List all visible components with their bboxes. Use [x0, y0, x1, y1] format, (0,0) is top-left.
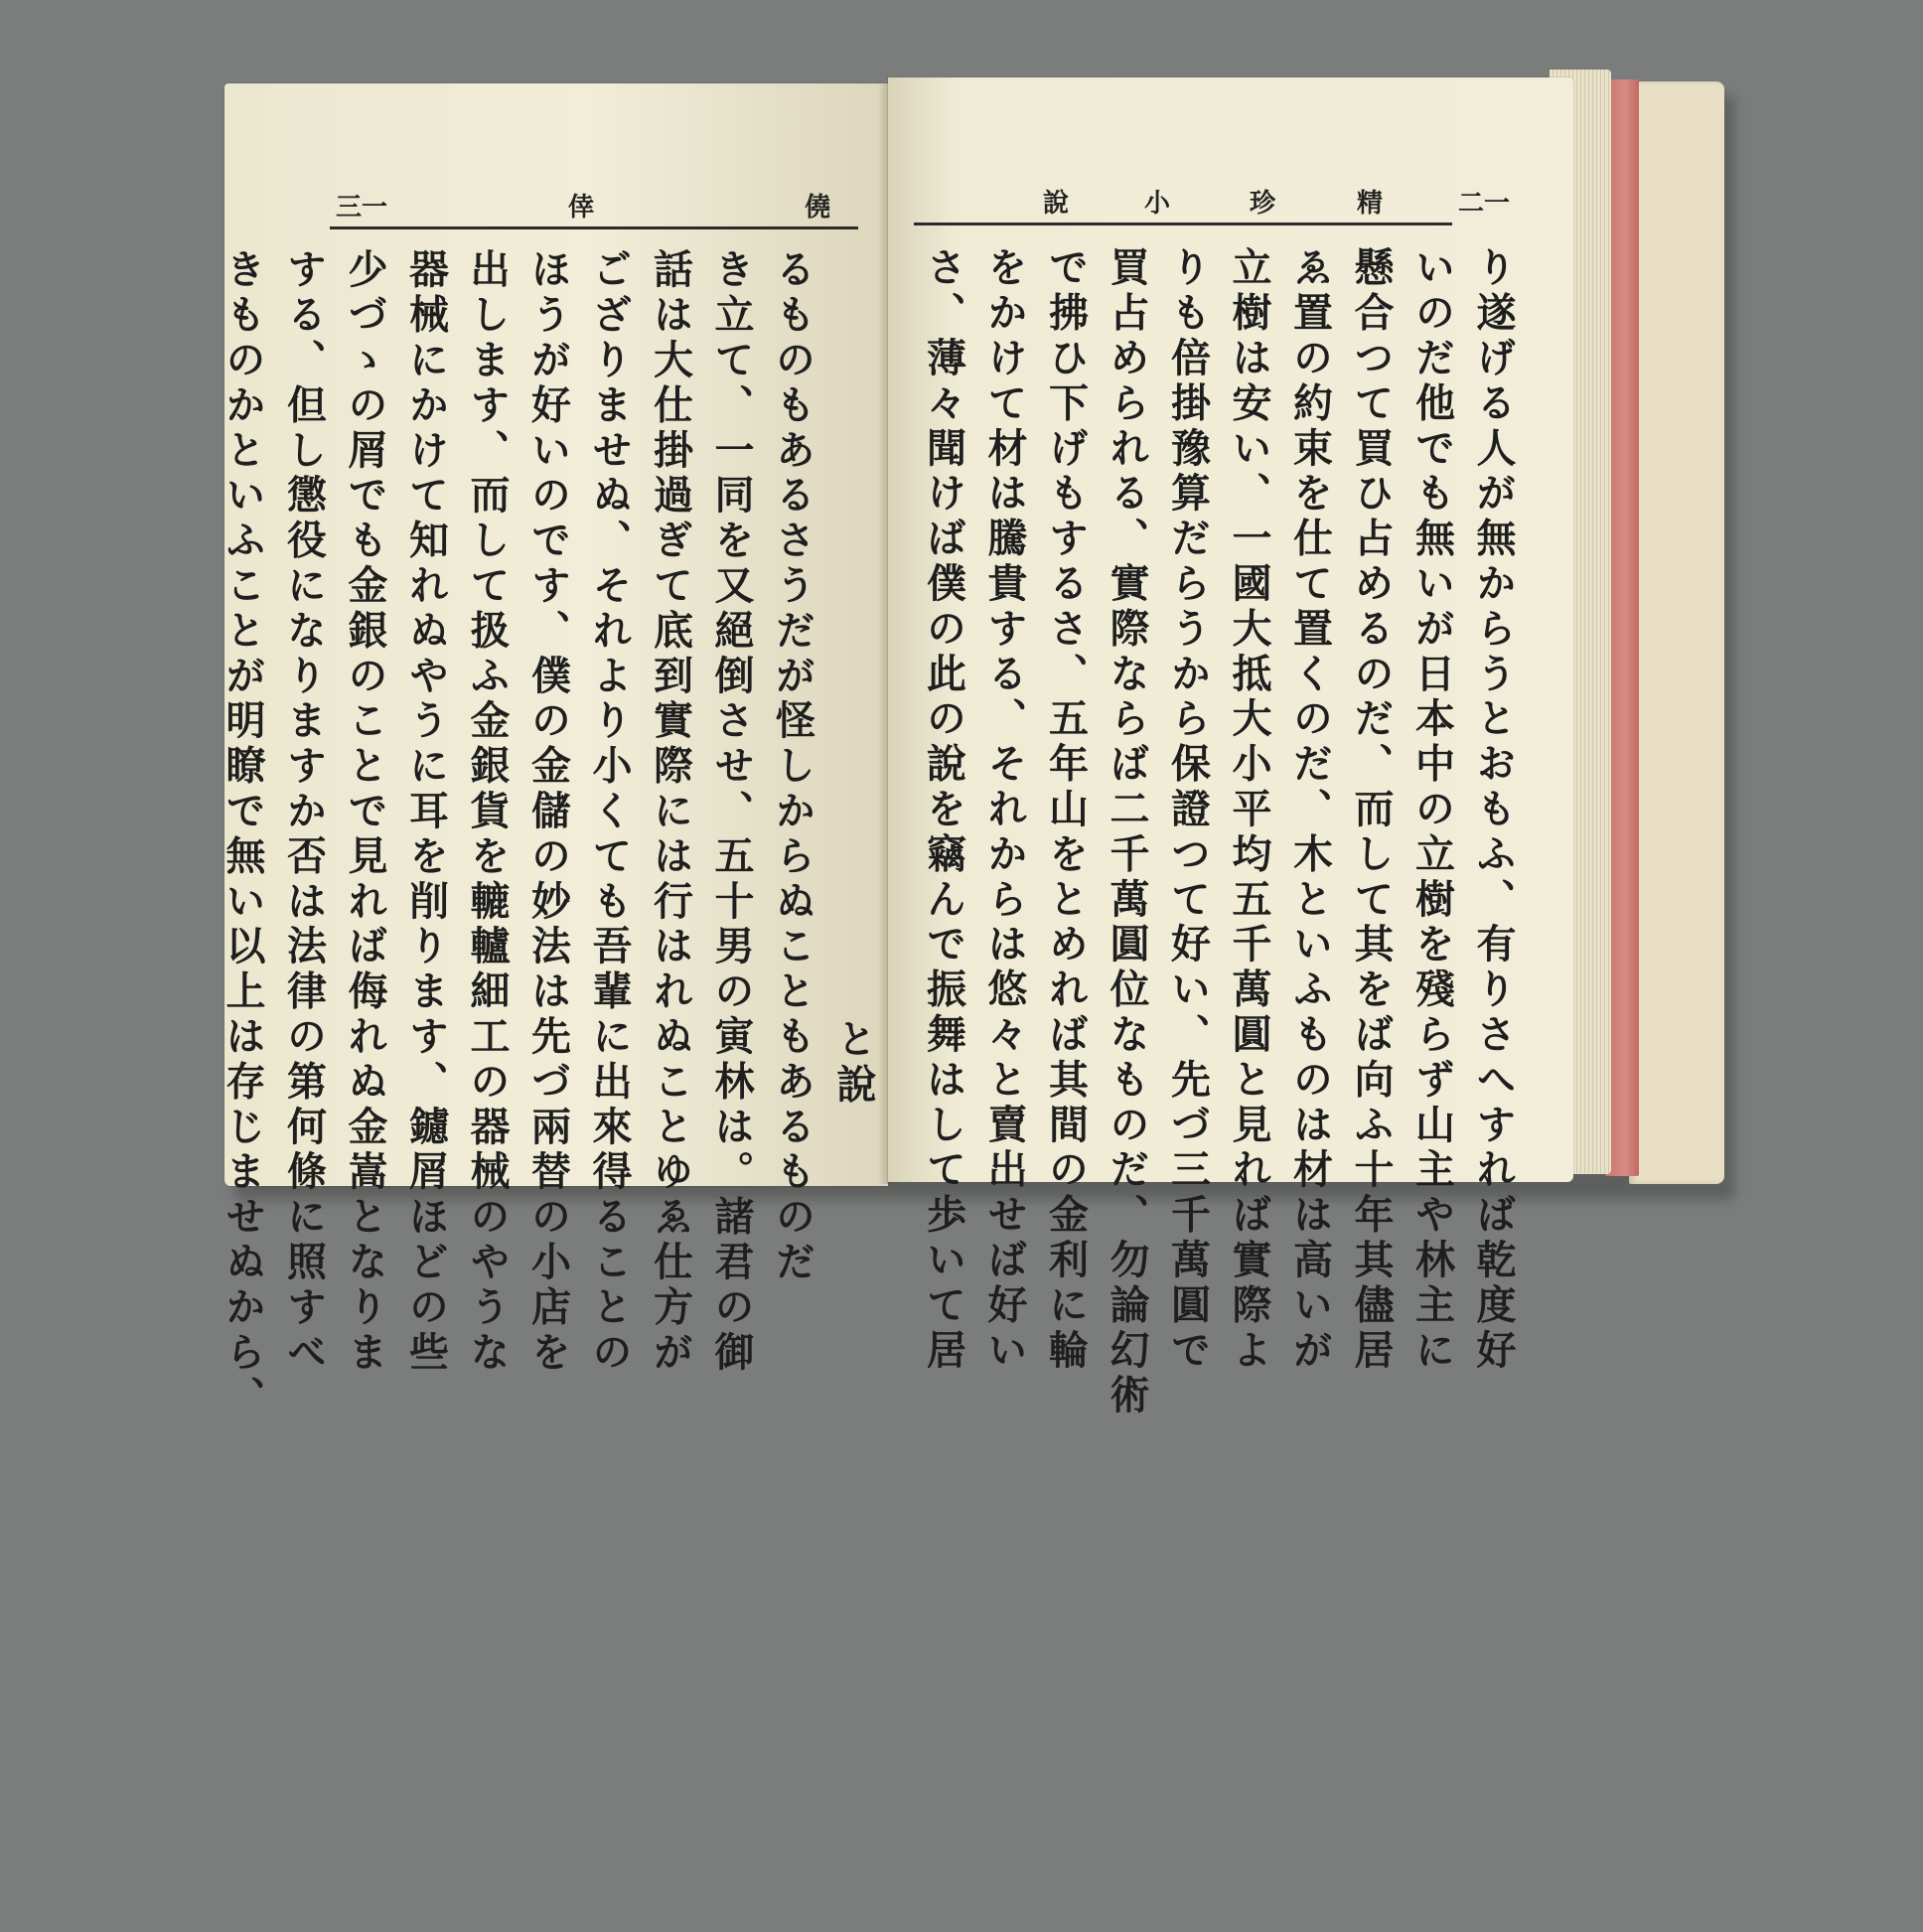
left-column: ござりませぬ、それより小くても吾輩に出來得ることの: [586, 248, 633, 1376]
right-column: ゑ置の約束を仕て置くのだ、木といふものは材は高いが: [1286, 246, 1334, 1374]
right-column: で拂ひ下げもするさ、五年山をとめれば其間の金利に輪: [1042, 246, 1090, 1374]
left-column: する、但し懲役になりますか否は法律の第何條に照すべ: [280, 248, 328, 1376]
right-column: いのだ他でも無いが日本中の立樹を殘らず山主や林主に: [1408, 246, 1456, 1374]
right-column: 立樹は安い、一國大抵大小平均五千萬圓と見れば實際よ: [1226, 246, 1272, 1374]
right-head-rule: [914, 223, 1452, 225]
right-head-char-2: 小: [1144, 189, 1171, 219]
left-column: るものもあるさうだが怪しからぬこともあるものだ: [769, 248, 816, 1286]
left-page: [220, 83, 888, 1421]
left-body-text: [220, 248, 884, 1421]
right-head-char-1: 說: [1043, 189, 1070, 219]
right-column: りも倍掛豫算だらうから保證つて好い、先づ三千萬圓で: [1164, 246, 1212, 1374]
left-column: ほうが好いのです、僕の金儲の妙法は先づ兩替の小店を: [524, 248, 572, 1376]
right-head-char-3: 珍: [1250, 189, 1276, 219]
left-column: きものかといふことが明瞭で無い以上は存じませぬから、: [220, 248, 266, 1421]
right-head-char-4: 精: [1357, 189, 1384, 219]
left-page-number: 三一: [336, 193, 388, 223]
back-cover: [1629, 81, 1724, 1184]
right-page-number: 二一: [1458, 189, 1511, 219]
left-column: 話は大仕掛過ぎて底到實際には行はれぬことゆゑ仕方が: [647, 248, 694, 1376]
right-column: をかけて材は騰貴する、それからは悠々と賣出せば好い: [981, 246, 1028, 1374]
left-head-char-1: 倖: [568, 193, 595, 223]
right-column: り遂げる人が無からうとおもふ、有りさへすれば乾度好: [1470, 246, 1517, 1374]
right-running-head: [1043, 183, 1559, 223]
right-body-text: [908, 246, 1524, 1419]
right-column: 懸合つて買ひ占めるのだ、而して其をば向ふ十年其儘居: [1348, 246, 1395, 1374]
left-column: 器械にかけて知れぬやうに耳を削ります、鑢屑ほどの些: [402, 248, 450, 1376]
left-head-char-2: 僥: [805, 193, 831, 223]
right-page: [888, 77, 1573, 1419]
left-column: と說: [830, 1018, 877, 1109]
left-head-rule: [330, 226, 858, 229]
left-running-head: [336, 187, 852, 226]
right-column: 買占められる、實際ならば二千萬圓位なものだ、勿論幻術: [1104, 246, 1150, 1419]
right-column: さ、薄々聞けば僕の此の說を竊んで振舞はして歩いて居: [920, 246, 967, 1374]
left-column: 少づゝの屑でも金銀のことで見れば侮れぬ金嵩となりま: [342, 248, 388, 1376]
left-column: 出します、而して扱ふ金銀貨を轆轤細工の器械のやうな: [464, 248, 511, 1376]
left-column: き立て、一同を又絕倒させ、五十男の寅林は。諸君の御: [708, 248, 755, 1376]
